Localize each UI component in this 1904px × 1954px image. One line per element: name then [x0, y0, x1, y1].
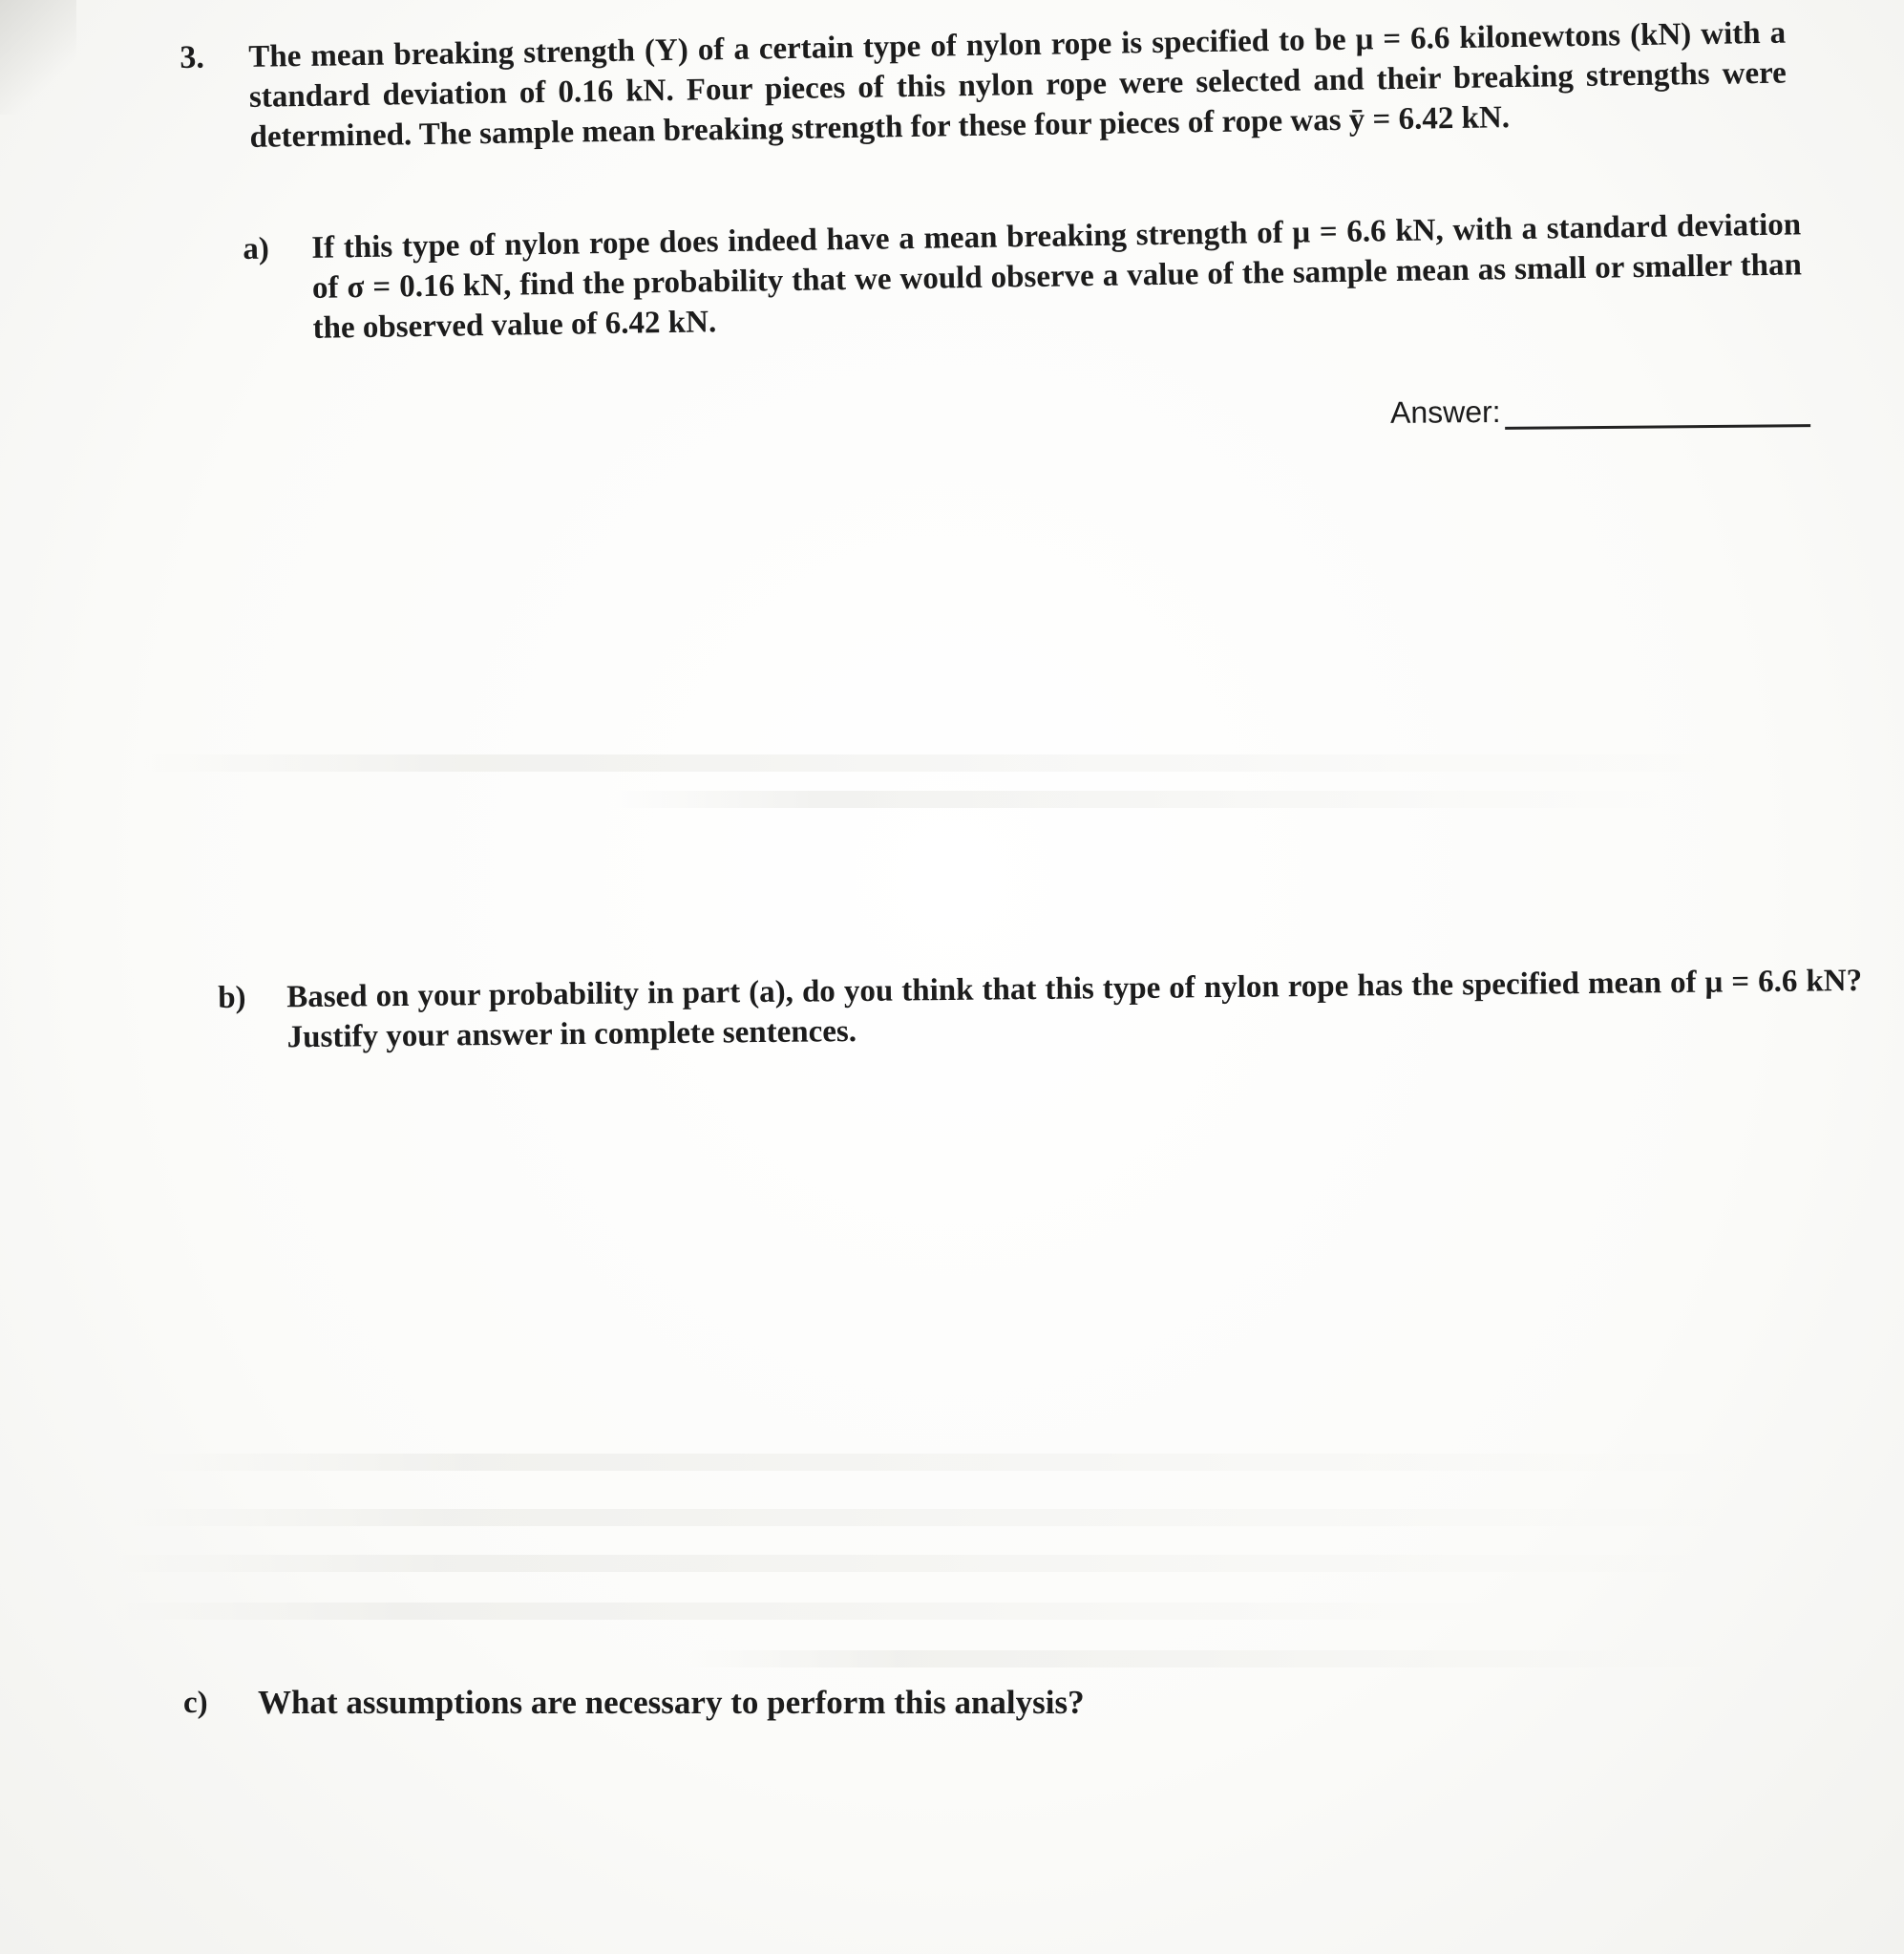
part-a — [243, 204, 1810, 350]
bleed-through-line — [115, 1603, 1547, 1620]
part-a-text: If this type of nylon rope does indeed have a mean breaking strength of μ = 6.6 kN, with a standard deviation of σ = 0.16 kN, find the probability that we would observe a value of the sample mean as small or smaller than the observed value of 6.42 kN. — [311, 207, 1803, 346]
part-b — [218, 961, 1871, 1058]
bleed-through-line — [611, 791, 1661, 808]
answer-field[interactable] — [1390, 392, 1810, 431]
bleed-through-line — [688, 1650, 1738, 1667]
bleed-through-line — [143, 754, 1747, 772]
part-b-text: Based on your probability in part (a), do you think that this type of nylon rope has the specified mean of μ = 6.6 kN? Justify your answer in complete sentences. — [286, 963, 1863, 1055]
part-c-text: What assumptions are necessary to perform this analysis? — [258, 1684, 1085, 1721]
page-corner-shadow — [0, 0, 76, 115]
question-3 — [180, 12, 1805, 159]
part-c-label: c) — [183, 1686, 208, 1720]
part-b-label: b) — [218, 980, 246, 1015]
answer-label: Answer: — [1389, 393, 1501, 430]
bleed-through-line — [124, 1509, 1728, 1526]
bleed-through-line — [115, 1555, 1719, 1572]
part-a-label: a) — [243, 231, 270, 266]
question-number: 3. — [180, 39, 205, 75]
answer-blank-line[interactable] — [1504, 397, 1809, 430]
part-c — [183, 1683, 1520, 1723]
question-text: The mean breaking strength (Y) of a certain type of nylon rope is specified to be μ = 6.6 kilonewtons (kN) with a standard deviation of 0.16 kN. Four pieces of this nylon rope were selected and their breaking strengths were determined. The sample mean breaking strength for these four pieces of rope was ȳ = 6.42 kN. — [248, 15, 1788, 155]
bleed-through-line — [143, 1454, 1747, 1471]
